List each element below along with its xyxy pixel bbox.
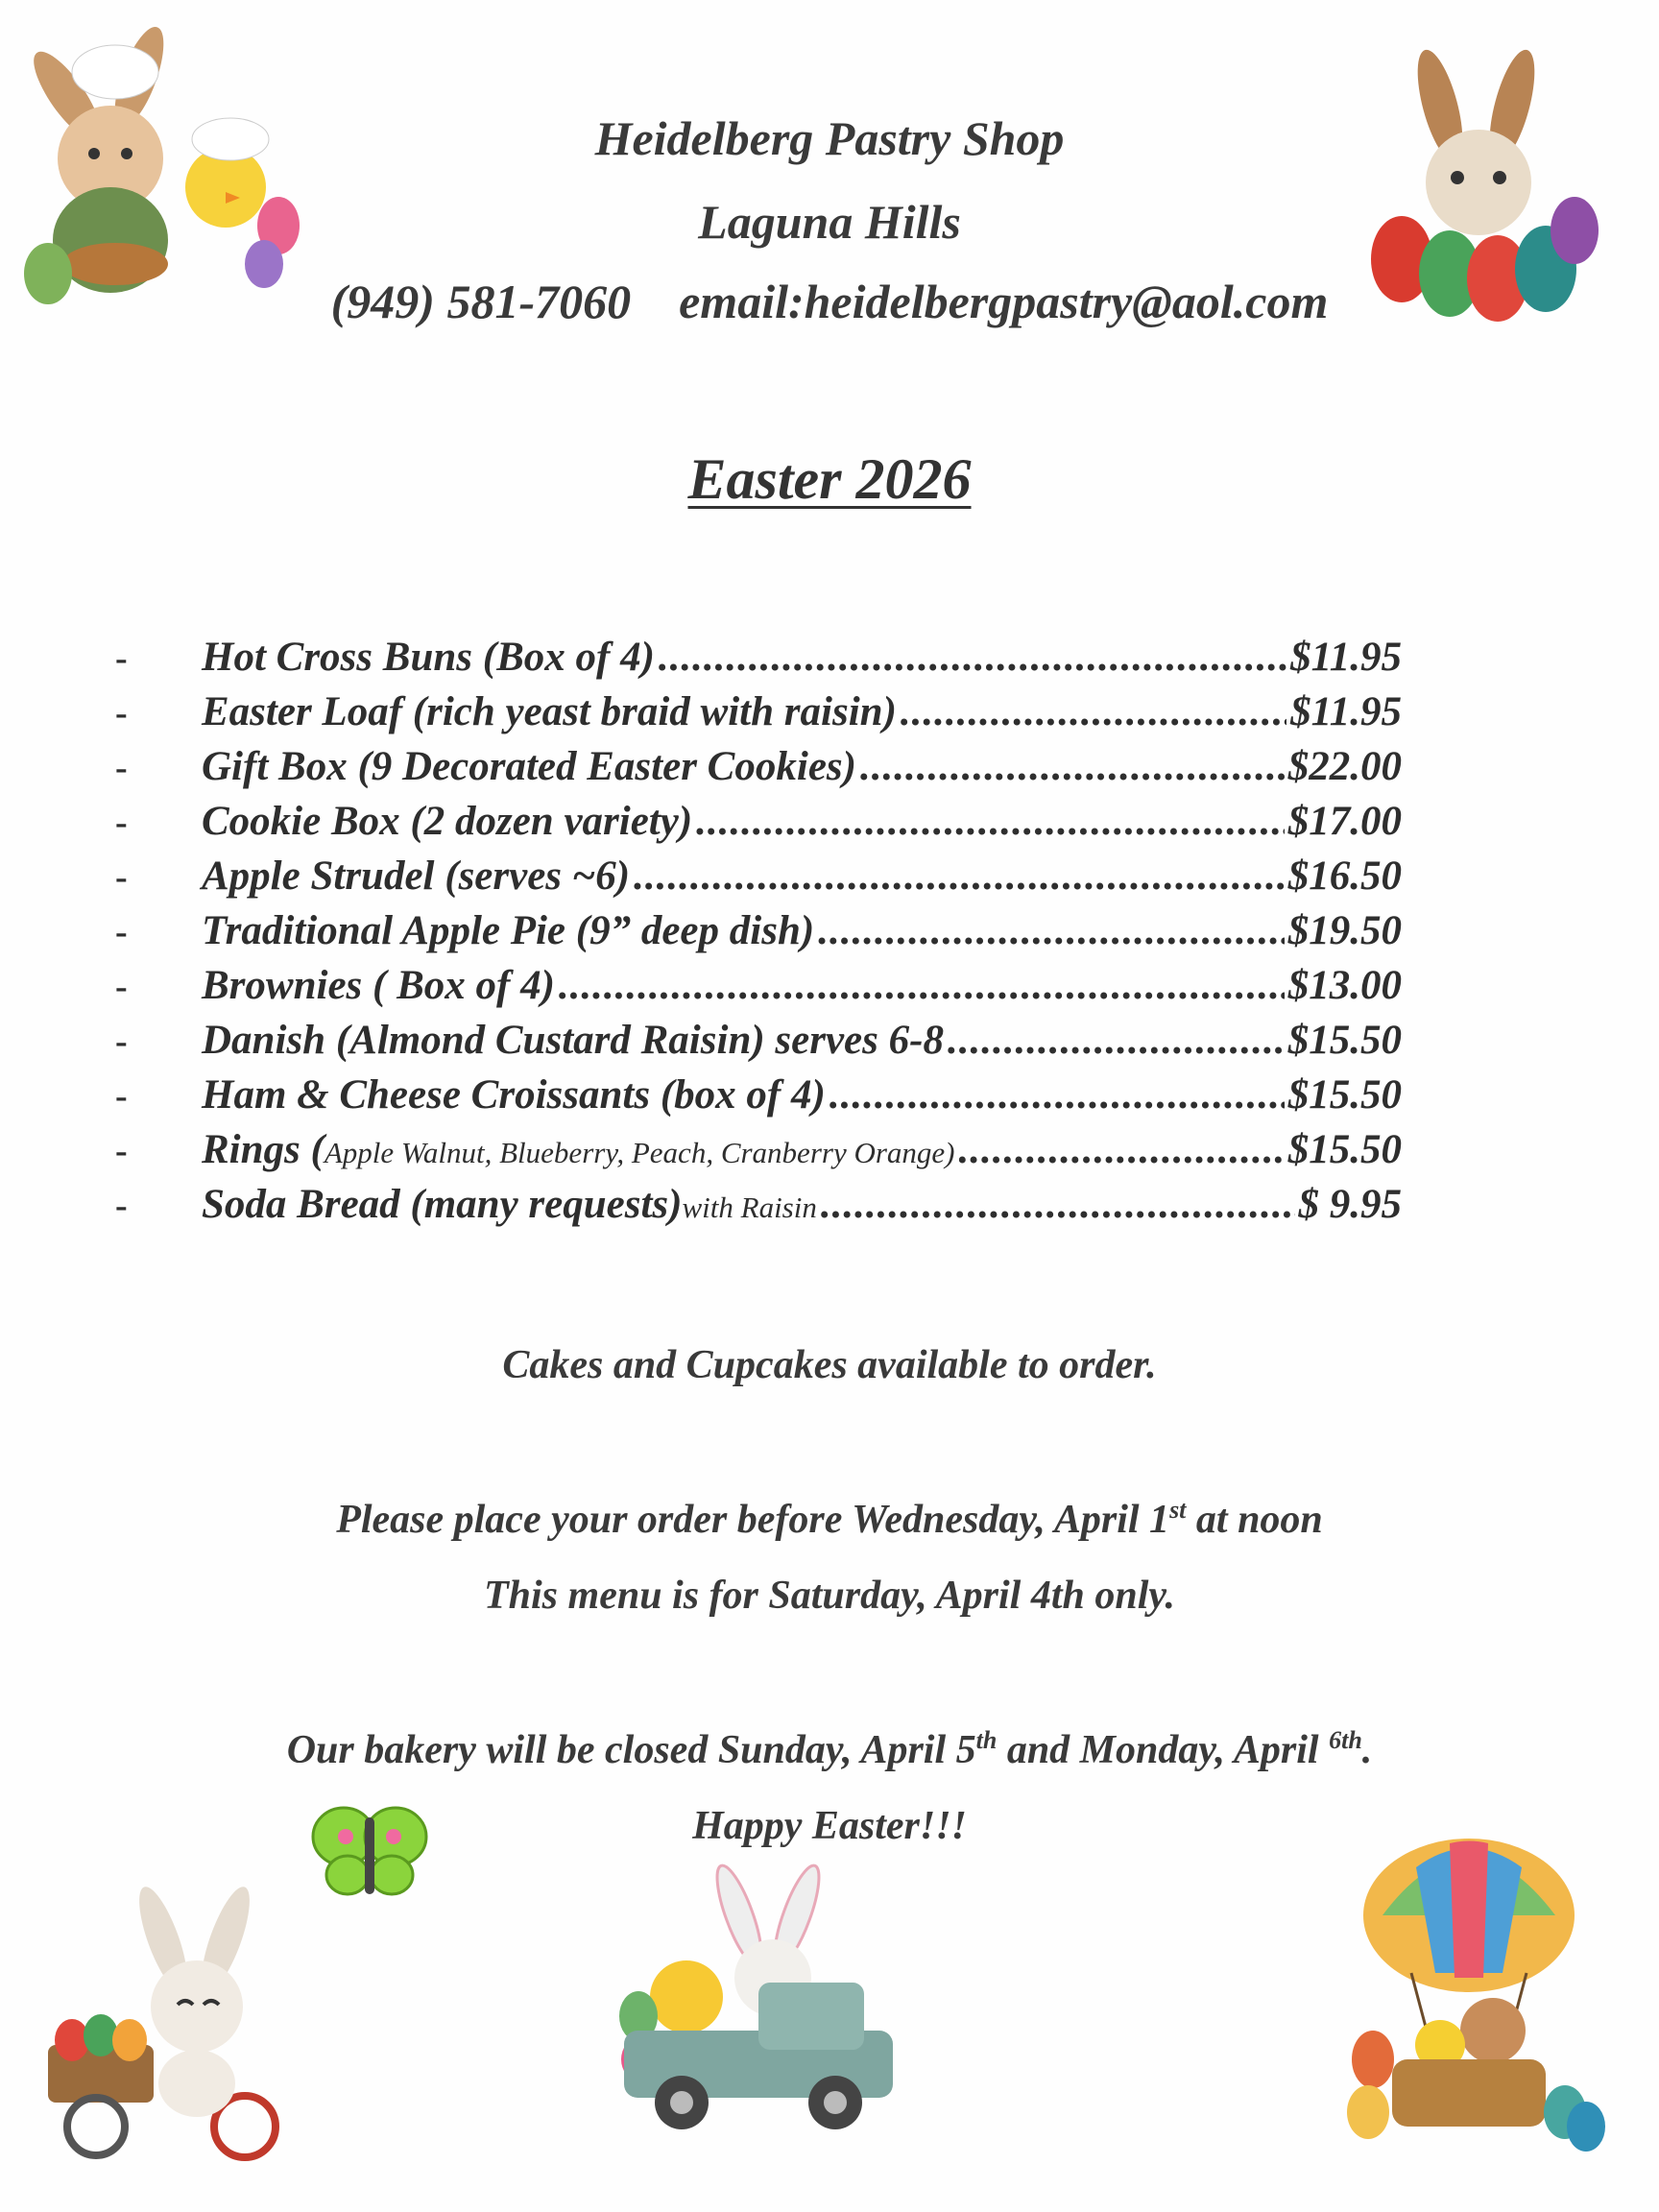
menu-item-apple-pie bbox=[115, 907, 1402, 962]
bullet-dash: - bbox=[115, 967, 128, 1007]
menu-item-price: $15.50 bbox=[1287, 1072, 1402, 1118]
dot-leader bbox=[959, 1126, 1285, 1173]
email-address: email:heidelbergpastry@aol.com bbox=[679, 275, 1329, 328]
dot-leader bbox=[696, 798, 1285, 845]
menu-item-price: $15.50 bbox=[1287, 1018, 1402, 1063]
bullet-dash: - bbox=[115, 803, 128, 843]
closed-note-end: . bbox=[1361, 1728, 1373, 1772]
menu-item-name: Ham & Cheese Croissants (box of 4) bbox=[202, 1072, 826, 1118]
dot-leader bbox=[821, 1181, 1295, 1228]
shop-location: Laguna Hills bbox=[698, 195, 961, 249]
menu-item-name: Brownies ( Box of 4) bbox=[202, 963, 555, 1008]
bullet-dash: - bbox=[115, 912, 128, 952]
menu-item-name: Easter Loaf (rich yeast braid with raisin) bbox=[202, 689, 897, 734]
butterfly-icon bbox=[307, 1793, 432, 1909]
menu-item-price: $13.00 bbox=[1287, 963, 1402, 1008]
menu-item-name: Hot Cross Buns (Box of 4) bbox=[202, 635, 655, 680]
menu-item-name: Traditional Apple Pie (9” deep dish) bbox=[202, 908, 815, 953]
bullet-dash: - bbox=[115, 1076, 128, 1117]
closed-note-sup-1: th bbox=[975, 1726, 998, 1754]
menu-item-price: $22.00 bbox=[1287, 744, 1402, 789]
cakes-note: Cakes and Cupcakes available to order. bbox=[502, 1343, 1157, 1387]
closed-note-text: Our bakery will be closed Sunday, April 5 bbox=[286, 1728, 976, 1772]
order-deadline-tail: at noon bbox=[1186, 1498, 1323, 1542]
menu-item-croissants bbox=[115, 1071, 1402, 1126]
shop-name: Heidelberg Pastry Shop bbox=[594, 111, 1065, 165]
menu-item-soda-bread bbox=[115, 1181, 1402, 1236]
menu-item-brownies bbox=[115, 962, 1402, 1017]
menu-item-price: $17.00 bbox=[1287, 799, 1402, 844]
menu-item-hot-cross-buns bbox=[115, 634, 1402, 688]
menu-item-apple-strudel bbox=[115, 853, 1402, 907]
bunny-bicycle-cart-icon bbox=[38, 1882, 288, 2170]
menu-item-name: Cookie Box (2 dozen variety) bbox=[202, 799, 693, 844]
closed-note-sup-2: 6th bbox=[1329, 1726, 1362, 1754]
menu-item-cookie-box bbox=[115, 798, 1402, 853]
bullet-dash: - bbox=[115, 748, 128, 788]
dot-leader bbox=[860, 743, 1285, 790]
menu-item-note: Apple Walnut, Blueberry, Peach, Cranberry Orange) bbox=[324, 1136, 955, 1169]
menu-item-price: $15.50 bbox=[1287, 1127, 1402, 1172]
menu-item-price: $11.95 bbox=[1290, 689, 1402, 734]
dot-leader bbox=[948, 1017, 1285, 1064]
menu-item-name: Rings ( bbox=[202, 1127, 325, 1172]
menu-item-name: Apple Strudel (serves ~6) bbox=[202, 854, 631, 899]
menu-list bbox=[115, 634, 1402, 1236]
order-deadline-text: Please place your order before Wednesday, April 1 bbox=[336, 1498, 1170, 1542]
bullet-dash: - bbox=[115, 857, 128, 898]
greeting: Happy Easter!!! bbox=[692, 1804, 967, 1848]
phone-number: (949) 581-7060 bbox=[330, 275, 632, 328]
menu-item-gift-box bbox=[115, 743, 1402, 798]
menu-item-name: Danish (Almond Custard Raisin) serves 6-8 bbox=[202, 1018, 944, 1063]
order-deadline bbox=[0, 1496, 1659, 1543]
bunny-hot-air-balloon-icon bbox=[1325, 1839, 1613, 2155]
menu-item-rings bbox=[115, 1126, 1402, 1181]
menu-item-price: $11.95 bbox=[1290, 635, 1402, 680]
closed-note bbox=[0, 1726, 1659, 1773]
menu-item-name: Gift Box (9 Decorated Easter Cookies) bbox=[202, 744, 856, 789]
bullet-dash: - bbox=[115, 1022, 128, 1062]
page-title: Easter 2026 bbox=[687, 447, 972, 511]
bullet-dash: - bbox=[115, 1186, 128, 1226]
bullet-dash: - bbox=[115, 638, 128, 679]
menu-item-price: $16.50 bbox=[1287, 854, 1402, 899]
dot-leader bbox=[818, 907, 1285, 954]
menu-item-note: with Raisin bbox=[682, 1190, 817, 1224]
menu-date-note: This menu is for Saturday, April 4th only. bbox=[484, 1574, 1175, 1618]
dot-leader bbox=[659, 634, 1286, 681]
bunny-truck-icon bbox=[614, 1858, 902, 2136]
closed-note-mid: and Monday, April bbox=[997, 1728, 1330, 1772]
dot-leader bbox=[830, 1071, 1285, 1118]
order-deadline-sup: st bbox=[1169, 1496, 1187, 1524]
dot-leader bbox=[559, 962, 1285, 1009]
contact-line bbox=[0, 274, 1659, 329]
dot-leader bbox=[901, 688, 1286, 735]
bullet-dash: - bbox=[115, 693, 128, 733]
menu-item-easter-loaf bbox=[115, 688, 1402, 743]
dot-leader bbox=[634, 853, 1285, 900]
bullet-dash: - bbox=[115, 1131, 128, 1171]
menu-item-name: Soda Bread (many requests) bbox=[202, 1182, 683, 1227]
menu-item-danish bbox=[115, 1017, 1402, 1071]
menu-item-price: $19.50 bbox=[1287, 908, 1402, 953]
menu-item-price: $ 9.95 bbox=[1298, 1182, 1402, 1227]
